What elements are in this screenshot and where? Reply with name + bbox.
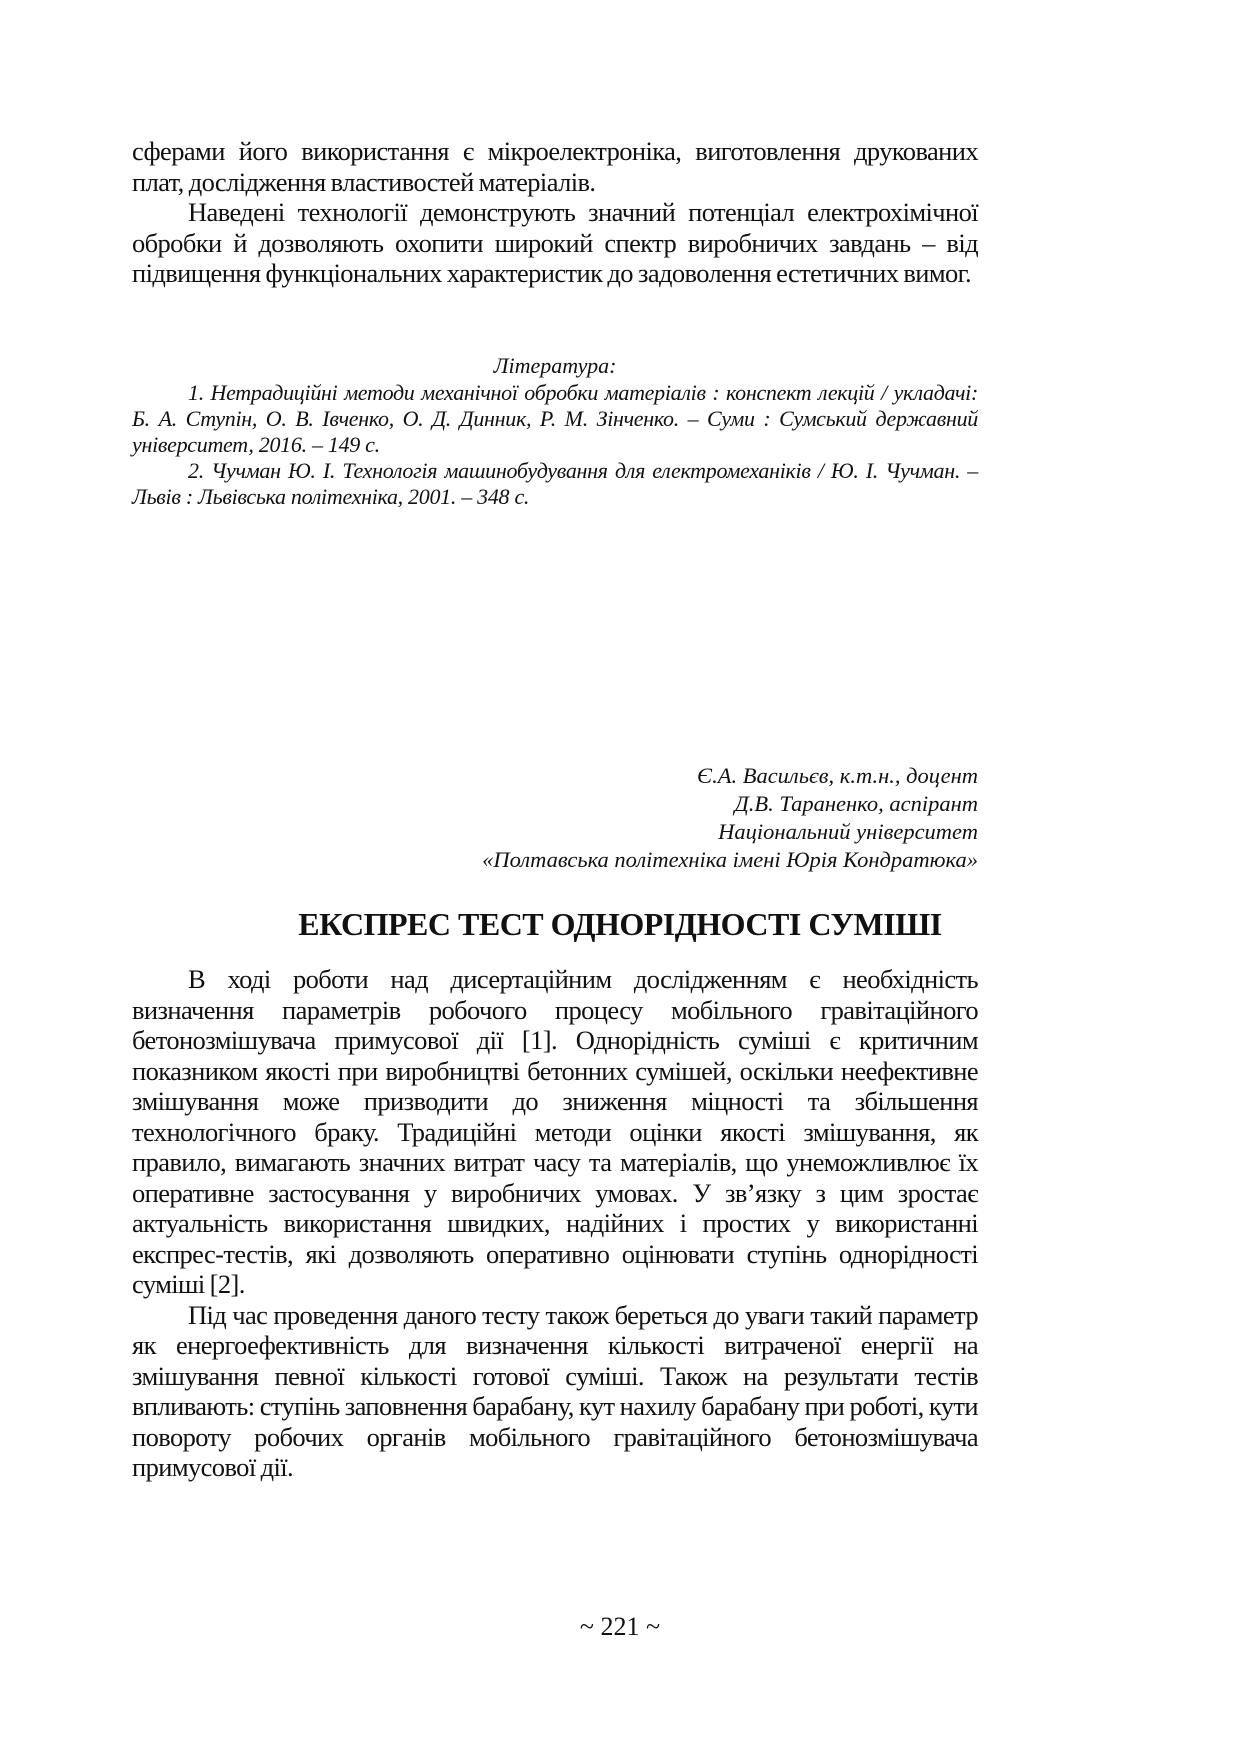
author-1: Є.А. Васильєв, к.т.н., доцент (697, 763, 978, 788)
paragraph: Наведені технології демонструють значний потенціал електрохімічної обробки й дозволяють охопити широкий спектр виробничих завдань – від підвищення функціональних характеристик до задоволення естетичних вимог. (132, 197, 978, 288)
page-number: ~ 221 ~ (579, 1612, 661, 1641)
paragraph: сферами його використання є мікроелектроніка, виготовлення друкованих плат, дослідження властивостей матеріалів. (132, 136, 978, 197)
paragraph: В ході роботи над дисертаційним дослідженням є необхідність визначення параметрів робочого процесу мобільного гравітаційного бетонозмішувача примусової дії [1]. Однорідність суміші є критичним показником якості при виробництві бетонних сумішей, оскільки неефективне змішування може призводити до зниження міцності та збільшення технологічного браку. Традиційні методи оцінки якості змішування, як правило, вимагають значних витрат часу та матеріалів, що унеможливлює їх оперативне застосування у виробничих умовах. У зв’язку з цим зростає актуальність використання швидких, надійних і простих у використанні експрес-тестів, які дозволяють оперативно оцінювати ступінь однорідності суміші [2]. (132, 964, 978, 1299)
previous-article-ending (132, 136, 978, 289)
paragraph: Під час проведення даного тесту також береться до уваги такий параметр як енергоефективність для визначення кількості витраченої енергії на змішування певної кількості готової суміші. Також на результати тестів впливають: ступінь заповнення барабану, кут нахилу барабану при роботі, кути повороту робочих органів мобільного гравітаційного бетонозмішувача примусової дії. (132, 1299, 978, 1482)
author-block (482, 762, 978, 874)
article-title: ЕКСПРЕС ТЕСТ ОДНОРІДНОСТІ СУМІШІ (298, 906, 942, 942)
affiliation: Національний університет (718, 819, 978, 844)
affiliation-name: «Полтавська політехніка імені Юрія Кондратюка» (482, 847, 978, 872)
references-title: Література: (493, 353, 617, 378)
references-section (132, 352, 978, 510)
reference-item: 1. Нетрадиційні методи механічної обробки матеріалів : конспект лекцій / укладачі: Б. А. Ступін, О. В. Івченко, О. Д. Динник, Р. М. Зінченко. – Суми : Сумський державний університет, 2016. – 149 с. (132, 380, 978, 457)
reference-item: 2. Чучман Ю. І. Технологія машинобудування для електромеханіків / Ю. І. Чучман. – Львів : Львівська політехніка, 2001. – 348 с. (132, 458, 978, 509)
article-body (132, 964, 978, 1483)
author-2: Д.В. Тараненко, аспірант (734, 791, 978, 816)
